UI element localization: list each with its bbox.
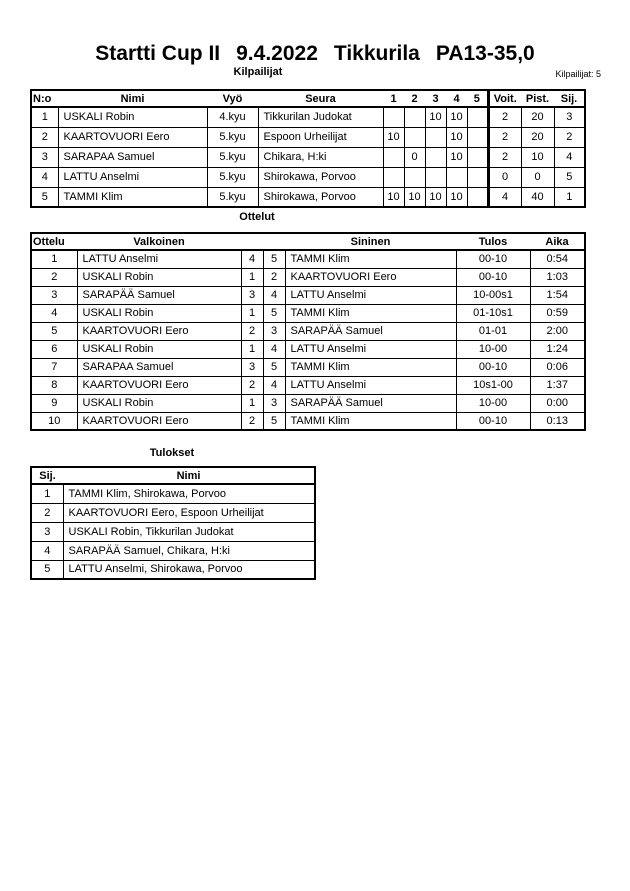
cell-seura: Shirokawa, Porvoo xyxy=(258,167,383,187)
cell-aika: 1:37 xyxy=(530,376,585,394)
result-row xyxy=(31,484,315,503)
cell-round-3 xyxy=(425,127,446,147)
cell-pist: 40 xyxy=(521,187,554,207)
cell-valkoinen: USKALI Robin xyxy=(77,340,241,358)
cell-round-1: 10 xyxy=(383,127,404,147)
competitor-row xyxy=(31,107,585,127)
cell-seura: Chikara, H:ki xyxy=(258,147,383,167)
col-header-round-3: 3 xyxy=(425,90,446,107)
cell-match-no: 10 xyxy=(31,412,77,430)
cell-voit: 2 xyxy=(488,147,521,167)
cell-valkoinen: LATTU Anselmi xyxy=(77,250,241,268)
cell-nimi: USKALI Robin xyxy=(58,107,207,127)
col-header-blue-no xyxy=(263,233,285,250)
col-header-ottelu: Ottelu xyxy=(31,233,77,250)
cell-round-1 xyxy=(383,147,404,167)
cell-no: 2 xyxy=(31,127,58,147)
cell-sininen: LATTU Anselmi xyxy=(285,376,456,394)
competitor-row xyxy=(31,147,585,167)
cell-valkoinen: SARAPAA Samuel xyxy=(77,358,241,376)
cell-round-3: 10 xyxy=(425,107,446,127)
cell-round-5 xyxy=(467,127,488,147)
matches-table xyxy=(30,232,586,431)
cell-voit: 2 xyxy=(488,127,521,147)
cell-round-3: 10 xyxy=(425,187,446,207)
col-header-white-no xyxy=(241,233,263,250)
match-row xyxy=(31,394,585,412)
cell-nimi: TAMMI Klim, Shirokawa, Porvoo xyxy=(63,484,315,503)
cell-round-1 xyxy=(383,107,404,127)
cell-nimi: SARAPAA Samuel xyxy=(58,147,207,167)
results-table xyxy=(30,466,316,580)
cell-no: 4 xyxy=(31,167,58,187)
cell-round-1: 10 xyxy=(383,187,404,207)
header-row xyxy=(31,467,315,484)
cell-sij: 4 xyxy=(554,147,585,167)
col-header-seura: Seura xyxy=(258,90,383,107)
cell-sininen: KAARTOVUORI Eero xyxy=(285,268,456,286)
cell-nimi: LATTU Anselmi xyxy=(58,167,207,187)
cell-match-no: 9 xyxy=(31,394,77,412)
title-location: Tikkurila xyxy=(333,42,420,65)
match-row xyxy=(31,376,585,394)
cell-pist: 20 xyxy=(521,127,554,147)
cell-round-3 xyxy=(425,167,446,187)
cell-nimi: KAARTOVUORI Eero xyxy=(58,127,207,147)
cell-pist: 20 xyxy=(521,107,554,127)
cell-vyo: 5.kyu xyxy=(207,147,258,167)
cell-voit: 2 xyxy=(488,107,521,127)
col-header-nimi: Nimi xyxy=(63,467,315,484)
cell-match-no: 8 xyxy=(31,376,77,394)
cell-match-no: 5 xyxy=(31,322,77,340)
results-table-body xyxy=(31,484,315,579)
cell-no: 3 xyxy=(31,147,58,167)
cell-round-5 xyxy=(467,187,488,207)
cell-valkoinen: USKALI Robin xyxy=(77,268,241,286)
competitors-table-header xyxy=(31,90,585,107)
cell-round-2 xyxy=(404,127,425,147)
cell-seura: Shirokawa, Porvoo xyxy=(258,187,383,207)
col-header-sij: Sij. xyxy=(31,467,63,484)
cell-tulos: 00-10 xyxy=(456,358,530,376)
cell-blue-no: 4 xyxy=(263,286,285,304)
match-row xyxy=(31,286,585,304)
col-header-round-2: 2 xyxy=(404,90,425,107)
col-header-sininen: Sininen xyxy=(285,233,456,250)
cell-round-4: 10 xyxy=(446,187,467,207)
cell-white-no: 3 xyxy=(241,358,263,376)
match-row xyxy=(31,340,585,358)
header-row xyxy=(31,90,585,107)
cell-white-no: 3 xyxy=(241,286,263,304)
cell-tulos: 10-00 xyxy=(456,340,530,358)
cell-valkoinen: KAARTOVUORI Eero xyxy=(77,412,241,430)
cell-round-5 xyxy=(467,147,488,167)
cell-round-4 xyxy=(446,167,467,187)
cell-white-no: 2 xyxy=(241,412,263,430)
cell-aika: 1:03 xyxy=(530,268,585,286)
cell-sininen: SARAPÄÄ Samuel xyxy=(285,394,456,412)
cell-white-no: 1 xyxy=(241,268,263,286)
matches-table-header xyxy=(31,233,585,250)
cell-match-no: 2 xyxy=(31,268,77,286)
cell-sininen: TAMMI Klim xyxy=(285,412,456,430)
cell-white-no: 1 xyxy=(241,394,263,412)
cell-round-4: 10 xyxy=(446,147,467,167)
cell-match-no: 6 xyxy=(31,340,77,358)
cell-tulos: 00-10 xyxy=(456,412,530,430)
cell-blue-no: 5 xyxy=(263,250,285,268)
cell-aika: 1:54 xyxy=(530,286,585,304)
cell-nimi: SARAPÄÄ Samuel, Chikara, H:ki xyxy=(63,541,315,560)
cell-pist: 0 xyxy=(521,167,554,187)
cell-sininen: TAMMI Klim xyxy=(285,358,456,376)
col-header-round-1: 1 xyxy=(383,90,404,107)
title-event-name: Startti Cup II xyxy=(95,42,221,65)
cell-sininen: LATTU Anselmi xyxy=(285,340,456,358)
cell-vyo: 5.kyu xyxy=(207,127,258,147)
col-header-round-4: 4 xyxy=(446,90,467,107)
competitors-count-label: Kilpailijat: 5 xyxy=(555,69,601,79)
cell-round-4: 10 xyxy=(446,107,467,127)
cell-tulos: 10s1-00 xyxy=(456,376,530,394)
competitor-row xyxy=(31,167,585,187)
cell-nimi: KAARTOVUORI Eero, Espoon Urheilijat xyxy=(63,503,315,522)
cell-sij: 1 xyxy=(31,484,63,503)
cell-match-no: 7 xyxy=(31,358,77,376)
cell-white-no: 1 xyxy=(241,340,263,358)
cell-aika: 1:24 xyxy=(530,340,585,358)
cell-aika: 0:06 xyxy=(530,358,585,376)
section-title-tulokset: Tulokset xyxy=(149,447,195,459)
cell-sininen: LATTU Anselmi xyxy=(285,286,456,304)
cell-aika: 0:13 xyxy=(530,412,585,430)
matches-table-body xyxy=(31,250,585,430)
cell-tulos: 01-10s1 xyxy=(456,304,530,322)
cell-aika: 2:00 xyxy=(530,322,585,340)
cell-round-5 xyxy=(467,107,488,127)
cell-seura: Espoon Urheilijat xyxy=(258,127,383,147)
cell-tulos: 10-00 xyxy=(456,394,530,412)
result-row xyxy=(31,560,315,579)
header-row xyxy=(31,233,585,250)
cell-sininen: SARAPÄÄ Samuel xyxy=(285,322,456,340)
cell-voit: 4 xyxy=(488,187,521,207)
cell-blue-no: 4 xyxy=(263,376,285,394)
cell-match-no: 3 xyxy=(31,286,77,304)
competitor-row xyxy=(31,127,585,147)
cell-white-no: 2 xyxy=(241,322,263,340)
section-title-kilpailijat: Kilpailijat xyxy=(233,66,283,78)
match-row xyxy=(31,268,585,286)
col-header-voit: Voit. xyxy=(488,90,521,107)
cell-tulos: 10-00s1 xyxy=(456,286,530,304)
cell-sij: 2 xyxy=(554,127,585,147)
cell-blue-no: 5 xyxy=(263,304,285,322)
cell-sij: 1 xyxy=(554,187,585,207)
cell-round-3 xyxy=(425,147,446,167)
cell-valkoinen: USKALI Robin xyxy=(77,394,241,412)
cell-white-no: 1 xyxy=(241,304,263,322)
cell-nimi: USKALI Robin, Tikkurilan Judokat xyxy=(63,522,315,541)
col-header-nimi: Nimi xyxy=(58,90,207,107)
col-header-pist: Pist. xyxy=(521,90,554,107)
cell-white-no: 4 xyxy=(241,250,263,268)
cell-sij: 4 xyxy=(31,541,63,560)
cell-round-4: 10 xyxy=(446,127,467,147)
cell-tulos: 01-01 xyxy=(456,322,530,340)
cell-aika: 0:00 xyxy=(530,394,585,412)
section-title-ottelut: Ottelut xyxy=(239,211,275,223)
cell-blue-no: 3 xyxy=(263,322,285,340)
cell-aika: 0:54 xyxy=(530,250,585,268)
cell-aika: 0:59 xyxy=(530,304,585,322)
cell-white-no: 2 xyxy=(241,376,263,394)
competitors-table-body xyxy=(31,107,585,207)
cell-round-2: 10 xyxy=(404,187,425,207)
cell-sij: 5 xyxy=(31,560,63,579)
col-header-vyo: Vyö xyxy=(207,90,258,107)
cell-round-2 xyxy=(404,167,425,187)
cell-blue-no: 5 xyxy=(263,412,285,430)
results-table-header xyxy=(31,467,315,484)
result-row xyxy=(31,522,315,541)
cell-vyo: 5.kyu xyxy=(207,167,258,187)
cell-sij: 3 xyxy=(554,107,585,127)
cell-valkoinen: KAARTOVUORI Eero xyxy=(77,322,241,340)
title-category: PA13-35,0 xyxy=(435,42,535,65)
col-header-sij: Sij. xyxy=(554,90,585,107)
cell-vyo: 5.kyu xyxy=(207,187,258,207)
cell-no: 5 xyxy=(31,187,58,207)
col-header-aika: Aika xyxy=(530,233,585,250)
cell-round-5 xyxy=(467,167,488,187)
cell-valkoinen: KAARTOVUORI Eero xyxy=(77,376,241,394)
title-date: 9.4.2022 xyxy=(236,42,318,65)
result-row xyxy=(31,541,315,560)
cell-vyo: 4.kyu xyxy=(207,107,258,127)
col-header-round-5: 5 xyxy=(467,90,488,107)
cell-round-1 xyxy=(383,167,404,187)
cell-seura: Tikkurilan Judokat xyxy=(258,107,383,127)
cell-round-2 xyxy=(404,107,425,127)
cell-nimi: TAMMI Klim xyxy=(58,187,207,207)
col-header-no: N:o xyxy=(31,90,58,107)
cell-sininen: TAMMI Klim xyxy=(285,250,456,268)
match-row xyxy=(31,358,585,376)
match-row xyxy=(31,412,585,430)
cell-tulos: 00-10 xyxy=(456,250,530,268)
cell-blue-no: 2 xyxy=(263,268,285,286)
cell-sij: 5 xyxy=(554,167,585,187)
page-title xyxy=(0,42,630,66)
col-header-tulos: Tulos xyxy=(456,233,530,250)
cell-match-no: 1 xyxy=(31,250,77,268)
match-row xyxy=(31,322,585,340)
cell-sij: 2 xyxy=(31,503,63,522)
cell-match-no: 4 xyxy=(31,304,77,322)
cell-sininen: TAMMI Klim xyxy=(285,304,456,322)
cell-round-2: 0 xyxy=(404,147,425,167)
cell-voit: 0 xyxy=(488,167,521,187)
cell-blue-no: 3 xyxy=(263,394,285,412)
competitors-table xyxy=(30,89,586,208)
cell-nimi: LATTU Anselmi, Shirokawa, Porvoo xyxy=(63,560,315,579)
cell-pist: 10 xyxy=(521,147,554,167)
cell-blue-no: 5 xyxy=(263,358,285,376)
cell-valkoinen: USKALI Robin xyxy=(77,304,241,322)
cell-sij: 3 xyxy=(31,522,63,541)
cell-valkoinen: SARAPÄÄ Samuel xyxy=(77,286,241,304)
match-row xyxy=(31,304,585,322)
col-header-valkoinen: Valkoinen xyxy=(77,233,241,250)
result-row xyxy=(31,503,315,522)
match-row xyxy=(31,250,585,268)
cell-no: 1 xyxy=(31,107,58,127)
cell-tulos: 00-10 xyxy=(456,268,530,286)
cell-blue-no: 4 xyxy=(263,340,285,358)
competitor-row xyxy=(31,187,585,207)
